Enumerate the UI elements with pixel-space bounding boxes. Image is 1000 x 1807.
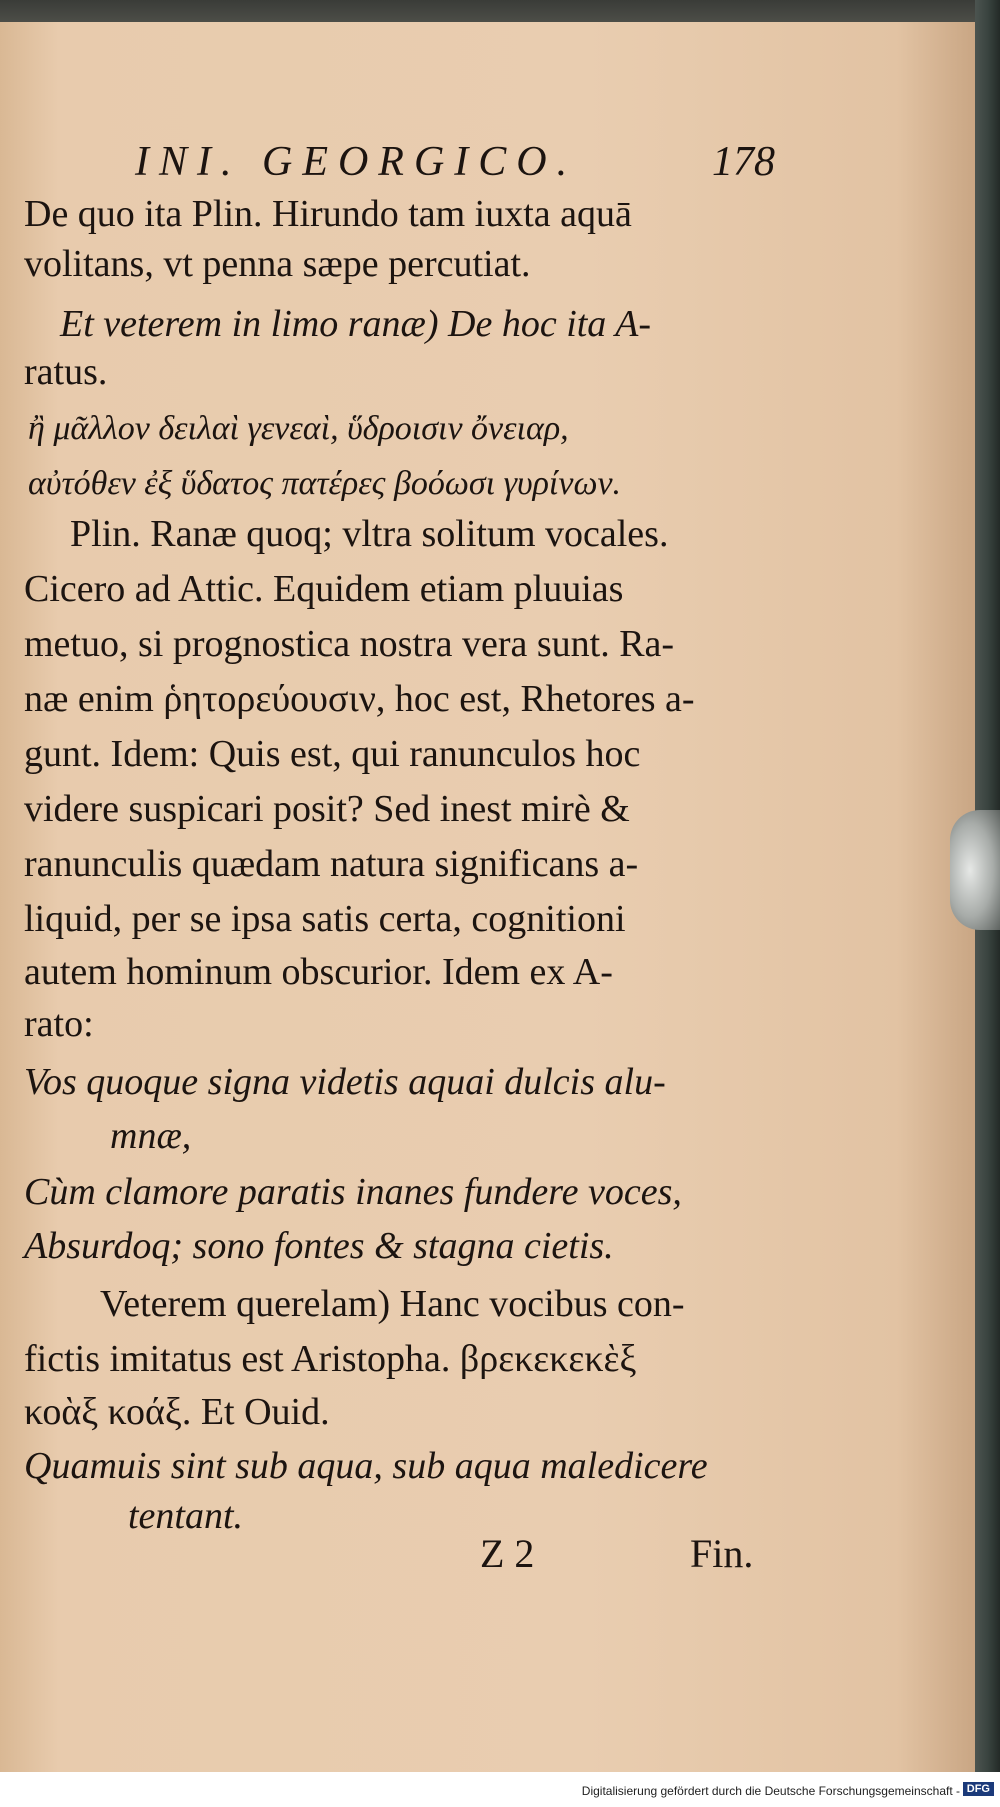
text-line: liquid, per se ipsa satis certa, cognitioni [24, 898, 626, 940]
verse-line: Vos quoque signa videtis aquai dulcis alu- [24, 1061, 666, 1103]
catchword: Fin. [690, 1531, 754, 1576]
page-number: 178 [712, 139, 775, 185]
running-title: INI. GEORGICO. [135, 139, 578, 185]
text-line: volitans, vt penna sæpe percutiat. [24, 243, 531, 285]
text-line: videre suspicari posit? Sed inest mirè & [24, 788, 630, 830]
text-line: fictis imitatus est Aristopha. βρεκεκεκὲξ [24, 1338, 637, 1380]
signature-mark: Z 2 [480, 1531, 535, 1576]
dfg-logo: DFG [963, 1782, 994, 1796]
text-line: næ enim ῥητορεύουσιν, hoc est, Rhetores a- [24, 678, 695, 720]
verse-line: Quamuis sint sub aqua, sub aqua maledicere [24, 1445, 708, 1487]
text-line: gunt. Idem: Quis est, qui ranunculos hoc [24, 733, 641, 775]
verse-line: tentant. [128, 1495, 244, 1537]
digitization-footer [0, 1772, 1000, 1807]
text-line: Et veterem in limo ranæ) De hoc ita A- [60, 303, 651, 345]
text-line: metuo, si prognostica nostra vera sunt. Ra- [24, 623, 675, 665]
metal-clasp [950, 810, 1000, 930]
text-line: Veterem querelam) Hanc vocibus con- [100, 1283, 685, 1325]
greek-verse-line: ἢ μᾶλλον δειλαὶ γενεαὶ, ὕδροισιν ὄνειαρ, [28, 410, 569, 447]
verse-line: Cùm clamore paratis inanes fundere voces, [24, 1171, 682, 1213]
text-line: De quo ita Plin. Hirundo tam iuxta aquā [24, 193, 632, 235]
scan-top-border [0, 0, 1000, 24]
running-head [135, 138, 775, 188]
text-line: κοὰξ κοάξ. Et Ouid. [24, 1391, 330, 1433]
text-line: ratus. [24, 351, 108, 393]
greek-verse-line: αὐτόθεν ἐξ ὕδατος πατέρες βοόωσι γυρίνων. [28, 465, 622, 502]
text-line: autem hominum obscurior. Idem ex A- [24, 951, 613, 993]
verse-line: Absurdoq; sono fontes & stagna cietis. [24, 1225, 614, 1267]
text-line: ranunculis quædam natura significans a- [24, 843, 639, 885]
verse-line: mnæ, [110, 1115, 192, 1157]
text-line: rato: [24, 1003, 94, 1045]
text-line: Plin. Ranæ quoq; vltra solitum vocales. [70, 513, 669, 555]
text-line: Cicero ad Attic. Equidem etiam pluuias [24, 568, 624, 610]
footer-credit: Digitalisierung gefördert durch die Deutsche Forschungsgemeinschaft - [581, 1784, 960, 1798]
